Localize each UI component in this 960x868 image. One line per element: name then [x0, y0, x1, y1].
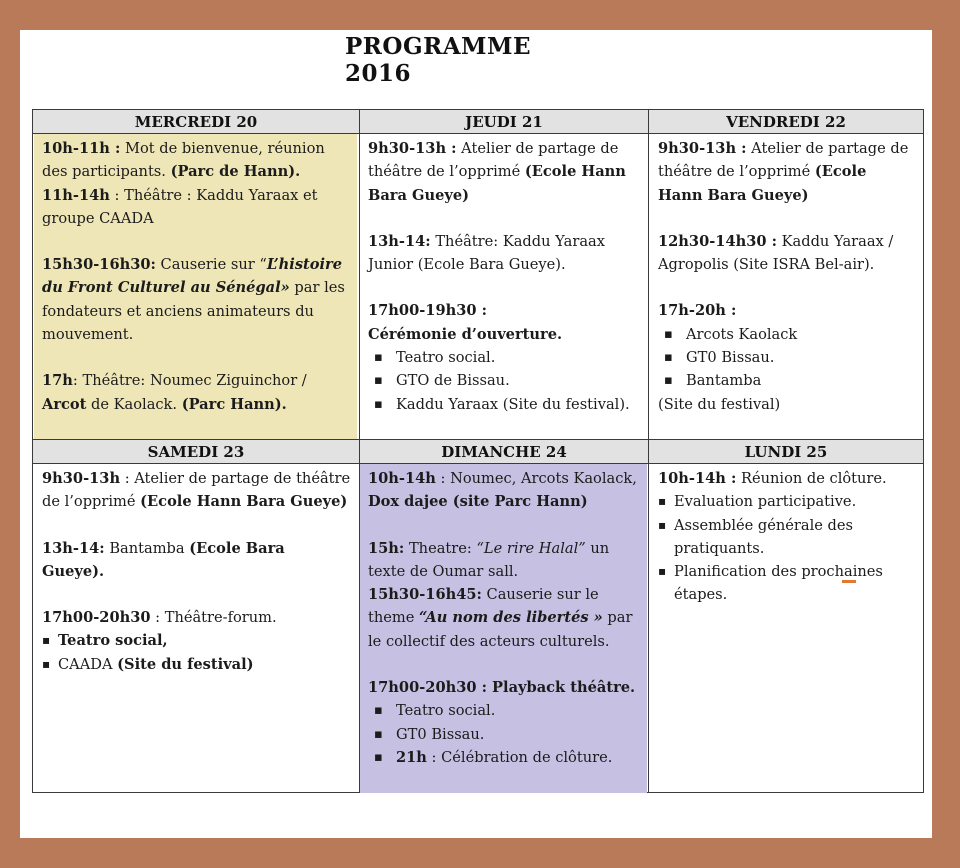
list-item: ▪ Teatro social. [368, 346, 641, 369]
list-item: ▪ GT0 Bissau. [658, 346, 915, 369]
list-item: ▪ Teatro social. [368, 699, 641, 722]
event-text: Arcot [42, 395, 87, 413]
event-text: de Kaolack. [86, 395, 182, 413]
header-wednesday [33, 110, 359, 134]
event-time: 10h-14h [368, 470, 436, 487]
event-place: (Ecole Hann Bara Gueye) [140, 493, 348, 511]
page-title: PROGRAMME 2016 [345, 33, 531, 87]
list-item: ▪ GT0 Bissau. [368, 723, 641, 746]
event-block [368, 299, 641, 322]
cell-monday [649, 464, 923, 607]
title-box [345, 33, 603, 87]
event-block [42, 253, 351, 346]
event-text: Causerie sur “ [155, 256, 267, 274]
event-time: 10h-11h : [42, 140, 121, 157]
event-text: : Théâtre : Kaddu Yaraax et groupe CAADA [42, 186, 318, 227]
event-block [368, 583, 641, 653]
event-block [368, 467, 641, 514]
row-divider [33, 439, 923, 440]
event-place: (Site du festival) [117, 655, 254, 673]
cell-sunday [359, 464, 649, 769]
event-block [42, 537, 351, 584]
event-time: 11h-14h [42, 186, 110, 204]
header-label: LUNDI 25 [744, 442, 828, 461]
cell-saturday [33, 464, 359, 676]
event-block [42, 467, 351, 514]
event-title: Cérémonie d’ouverture. [368, 325, 563, 343]
event-time: 9h30-13h : [368, 140, 457, 157]
header-label: VENDREDI 22 [726, 112, 846, 131]
event-time: 13h-14: [368, 232, 431, 250]
event-text: Mot de bienvenue, réunion des participants. [42, 140, 325, 181]
event-block [42, 184, 351, 231]
event-time: 9h30-13h : [658, 140, 747, 157]
event-text: : Théâtre: Noumec Ziguinchor / [72, 372, 307, 390]
list-item [368, 746, 641, 769]
event-time: 21h [396, 748, 427, 766]
event-block [368, 230, 641, 277]
list-item: ▪ Arcots Kaolack [658, 323, 915, 346]
event-text: : Noumec, Arcots Kaolack, [435, 470, 637, 487]
event-text: Theatre: [404, 539, 477, 557]
event-text: Réunion de clôture. [736, 470, 887, 487]
event-time: 10h-14h : [658, 470, 737, 487]
event-place: (Ecole Bara Gueye). [42, 539, 285, 580]
list-item: ▪ Assemblée générale des pratiquants. [658, 514, 915, 561]
event-block [658, 230, 915, 277]
header-label: JEUDI 21 [465, 112, 543, 131]
schedule-table [32, 109, 924, 793]
cell-thursday [359, 134, 649, 416]
event-text: Théâtre: Kaddu Yaraax Junior (Ecole Bara Gueye). [368, 232, 605, 274]
event-block [42, 137, 351, 184]
header-label: DIMANCHE 24 [441, 442, 567, 461]
event-text: Atelier de partage de théâtre de l’opprimé [368, 140, 619, 181]
event-place: (Ecole Hann Bara Gueye) [658, 163, 867, 204]
event-text: Bantamba [104, 539, 190, 557]
event-place: (Ecole Hann Bara Gueye) [368, 163, 626, 204]
event-text: Atelier de partage de théâtre de l’opprimé [658, 140, 909, 181]
list-item: ▪ Evaluation participative. [658, 490, 915, 513]
list-item-text: CAADA [58, 655, 118, 673]
event-time: 12h30-14h30 : [658, 232, 777, 250]
event-block [658, 137, 915, 207]
event-text: par les fondateurs et anciens animateurs du mouvement. [42, 279, 345, 344]
event-time: 17h-20h : [658, 302, 737, 320]
event-block [368, 137, 641, 207]
event-text: : Atelier de partage de théâtre de l’opprimé [42, 470, 351, 511]
event-block [368, 323, 641, 346]
list-item: ▪ Bantamba [658, 369, 915, 392]
event-time: 15h30-16h30: [42, 256, 156, 274]
header-label: SAMEDI 23 [147, 442, 245, 461]
event-title: “Le rire Halal” [476, 539, 586, 557]
event-block [42, 606, 351, 629]
cell-friday [649, 134, 923, 416]
event-place: (Parc de Hann). [170, 163, 301, 181]
event-block [42, 369, 351, 416]
event-time: 15h: [368, 539, 405, 557]
list-item-text: Teatro social, [58, 632, 168, 650]
event-text: par le collectif des acteurs culturels. [368, 609, 633, 650]
event-time: 15h30-16h45: [368, 586, 482, 604]
event-title: “Au nom des libertés » [419, 609, 603, 627]
event-time: 9h30-13h [42, 470, 121, 487]
event-block [658, 467, 915, 490]
event-block [368, 676, 641, 699]
event-block [658, 299, 915, 322]
list-item: ▪ Planification des prochaines étapes. [658, 560, 915, 607]
header-monday [649, 440, 923, 464]
event-place: (Parc Hann). [181, 395, 287, 413]
header-saturday [33, 440, 359, 464]
header-sunday [359, 440, 649, 464]
header-friday [649, 110, 923, 134]
event-text: : Théâtre-forum. [150, 609, 277, 627]
list-item [42, 629, 351, 652]
header-label: MERCREDI 20 [134, 112, 258, 131]
event-time: 17h00-20h30 [42, 609, 151, 627]
event-block [368, 537, 641, 584]
list-item-text: : Célébration de clôture. [426, 748, 613, 766]
cell-wednesday [33, 134, 359, 416]
event-place: (Site du festival) [658, 395, 781, 413]
event-time: 17h00-20h30 : Playback théâtre. [368, 679, 636, 697]
header-thursday [359, 110, 649, 134]
event-place: Dox dajee (site Parc Hann) [368, 493, 588, 511]
event-time: 13h-14: [42, 539, 105, 557]
event-title: L’histoire du Front Culturel au Sénégal» [42, 256, 343, 297]
event-text: un texte de Oumar sall. [368, 539, 610, 580]
list-item: ▪ Kaddu Yaraax (Site du festival). [368, 393, 641, 416]
event-time: 17h00-19h30 : [368, 302, 487, 320]
list-item [42, 653, 351, 676]
list-item: ▪ GTO de Bissau. [368, 369, 641, 392]
event-time: 17h [42, 372, 73, 390]
event-text: Kaddu Yaraax / Agropolis (Site ISRA Bel-air). [658, 232, 894, 274]
spellcheck-mark [842, 580, 856, 583]
event-text: Causerie sur le theme [368, 586, 599, 627]
